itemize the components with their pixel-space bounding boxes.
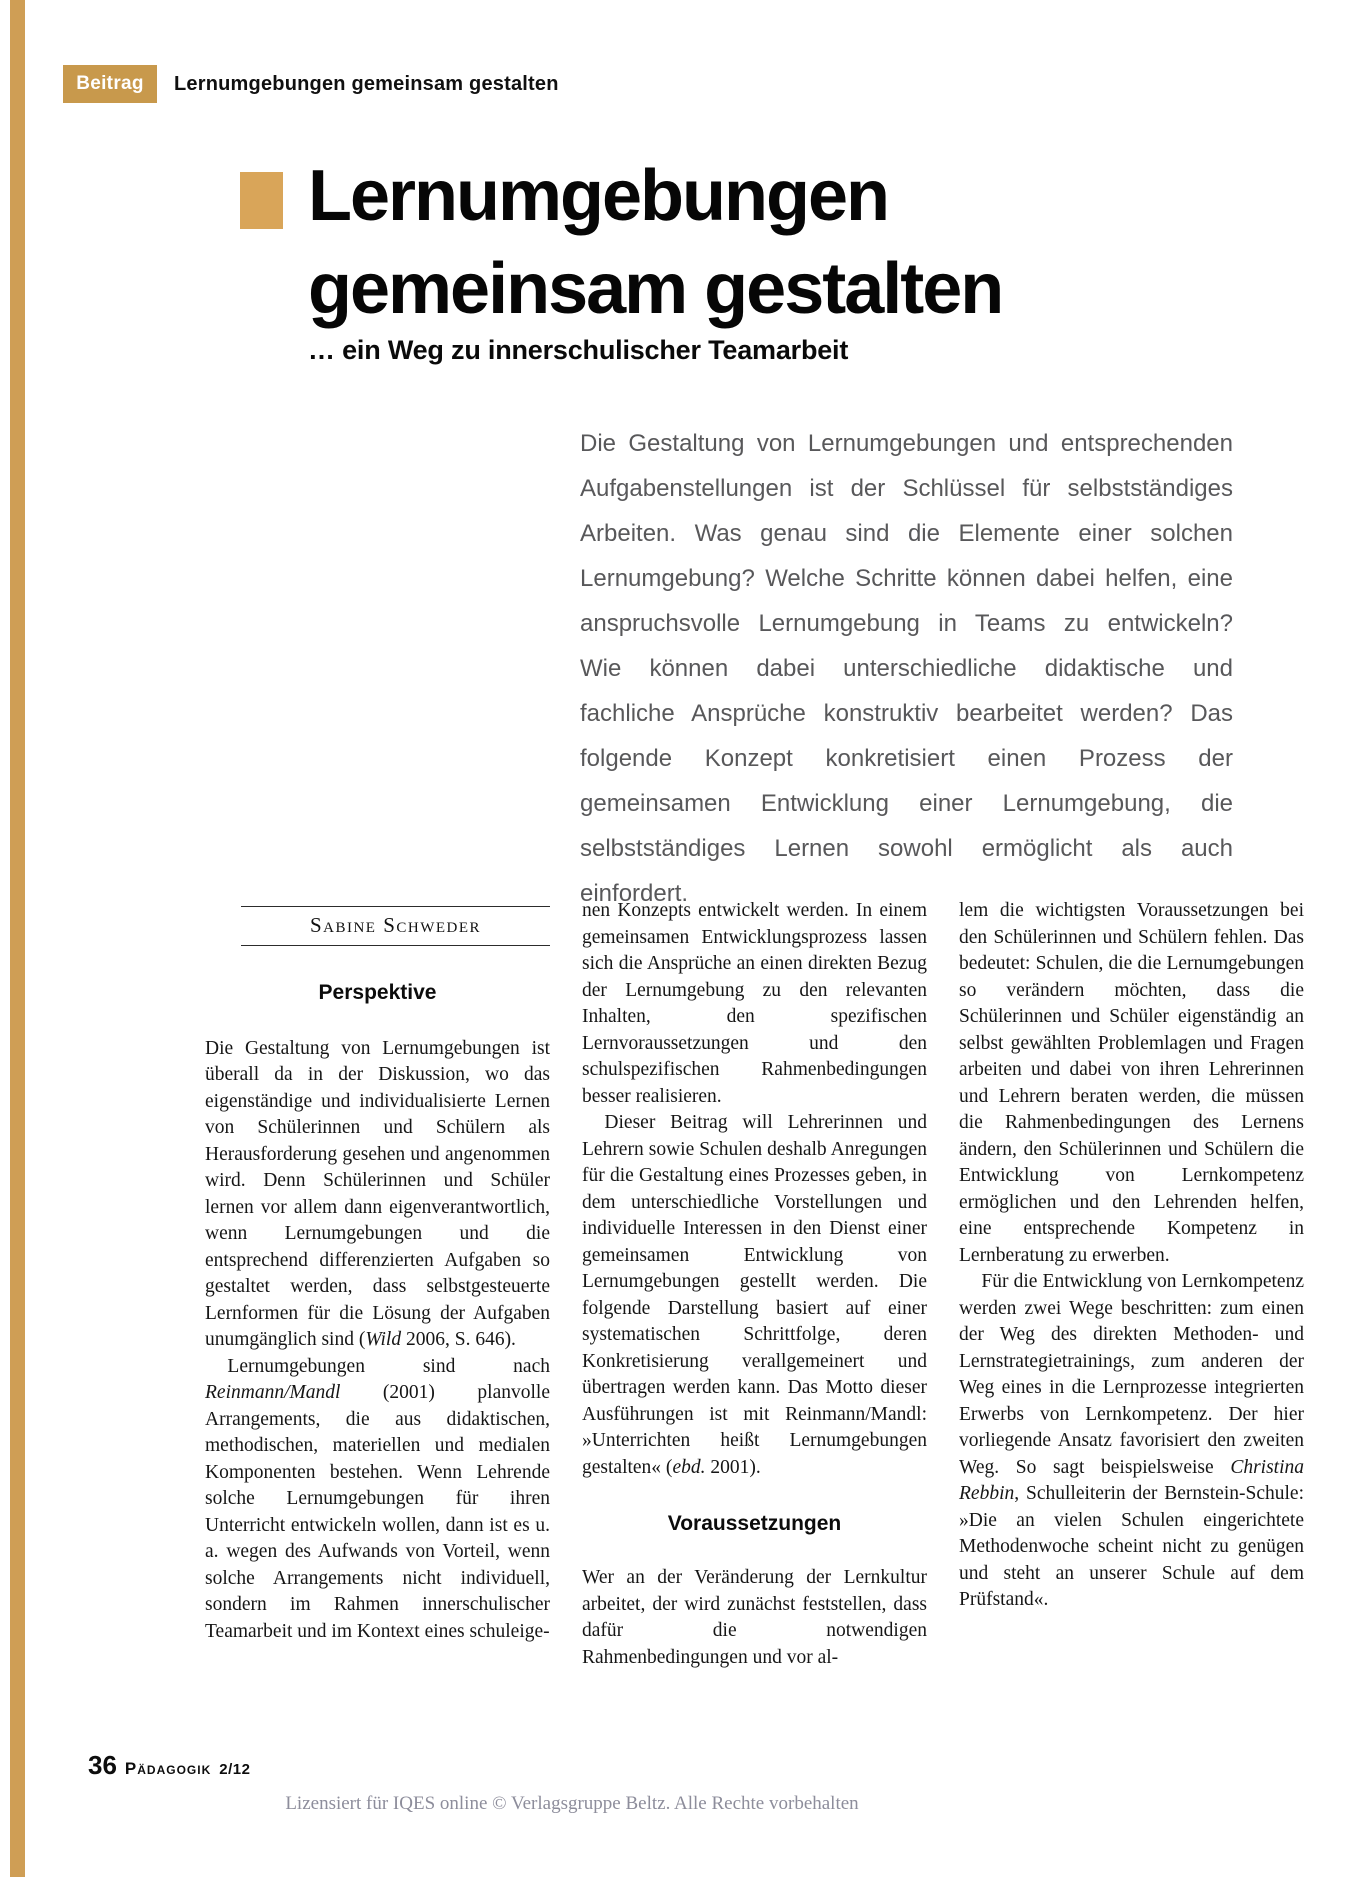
title-line-2: gemeinsam gestalten	[308, 249, 1003, 329]
page-subtitle: … ein Weg zu innerschulischer Teamarbeit	[308, 335, 849, 365]
body-paragraph: Die Gestaltung von Lernumgebungen ist überall da in der Diskussion, wo das eigenständige und individualisierte Lernen von Schülerinnen und Schülern als Herausforderung gesehen und angenommen wird. Denn Schülerinnen und Schüler lernen vor allem dann eigenverantwortlich, wenn Lernumgebungen und die entsprechend differenzierten Aufgaben so gestaltet werden, dass selbstgesteuerte Lernformen für die Lösung der Aufgaben unumgänglich sind (Wild 2006, S. 646).	[205, 1037, 550, 1350]
page-number: 36	[88, 1750, 117, 1780]
body-paragraph: Wer an der Veränderung der Lernkultur arbeitet, der wird zunächst feststellen, dass dafür die notwendigen Rahmenbedingungen und vor al-	[582, 1567, 927, 1668]
title-square-marker-icon	[240, 172, 283, 229]
journal-name: Pädagogik	[124, 1759, 212, 1778]
column-1	[205, 898, 550, 1645]
intro-paragraph: Die Gestaltung von Lernumgebungen und entsprechenden Aufgabenstellungen ist der Schlüssel für selbstständiges Arbeiten. Was genau sind die Elemente einer solchen Lernumgebung? Welche Schritte können dabei helfen, eine anspruchsvolle Lernumgebung in Teams zu entwickeln? Wie können dabei unterschiedliche didaktische und fachliche Ansprüche konstruktiv bearbeitet werden? Das folgende Konzept konkretisiert einen Prozess der gemeinsamen Entwicklung einer Lernumgebung, die selbstständiges Lernen sowohl ermöglicht als auch einfordert.	[580, 430, 1233, 907]
column-3	[959, 898, 1304, 1614]
column-2	[582, 898, 927, 1671]
beitrag-badge: Beitrag	[63, 65, 157, 103]
license-text: Lizensiert für IQES online © Verlagsgruppe Beltz. Alle Rechte vorbehalten	[285, 1793, 859, 1814]
body-paragraph: nen Konzepts entwickelt werden. In einem gemeinsamen Entwicklungsprozess lassen sich die Ansprüche an einen direkten Bezug der Lernumgebung zu den relevanten Inhalten, den spezifischen Lernvoraussetzungen und den schulspezifischen Rahmenbedingungen besser realisieren.	[582, 900, 927, 1107]
section-heading-perspektive: Perspektive	[318, 980, 437, 1004]
issue-number: 2/12	[219, 1761, 251, 1778]
body-paragraph: Lernumgebungen sind nach Reinmann/Mandl (2001) planvolle Arrangements, die aus didaktischen, methodischen, materiellen und medialen Komponenten bestehen. Wenn Lehrende solche Lernumgebungen für ihren Unterricht entwickeln wollen, dann ist es u. a. wegen des Aufwands von Vorteil, wenn solche Arrangements nicht individuell, sondern im Rahmen innerschulischer Teamarbeit und im Kontext eines schuleige-	[205, 1355, 550, 1642]
body-paragraph: lem die wichtigsten Voraussetzungen bei den Schülerinnen und Schülern fehlen. Das bedeutet: Schulen, die die Lernumgebungen so verändern möchten, dass die Schülerinnen und Schüler eigenständig an selbst gewählten Problemlagen und Fragen arbeiten und dabei von ihren Lehrerinnen und Lehrern beraten werden, die müssen die Rahmenbedingungen des Lernens ändern, den Schülerinnen und Schülern die Entwicklung von Lernkompetenz ermöglichen und den Lehrenden helfen, eine entsprechende Kompetenz in Lernberatung zu erwerben.	[959, 900, 1304, 1266]
running-head-title: Lernumgebungen gemeinsam gestalten	[174, 73, 559, 95]
page-title	[308, 150, 1108, 336]
footer-left	[88, 1750, 250, 1781]
author-byline: Sabine Schweder	[241, 906, 550, 946]
section-heading-voraussetzungen: Voraussetzungen	[667, 1512, 842, 1535]
left-accent-bar	[10, 0, 25, 1877]
body-paragraph: Dieser Beitrag will Lehrerinnen und Lehrern sowie Schulen deshalb Anregungen für die Gestaltung eines Prozesses geben, in dem unterschiedliche Vorstellungen und individuelle Interessen in den Dienst einer gemeinsamen Entwicklung von Lernumgebungen gestellt werden. Die folgende Darstellung basiert auf einer systematischen Schrittfolge, deren Konkretisierung verallgemeinert und übertragen werden kann. Das Motto dieser Ausführungen ist mit Reinmann/Mandl: »Unterrichten heißt Lernumgebungen gestalten« (ebd. 2001).	[582, 1112, 927, 1478]
body-paragraph: Für die Entwicklung von Lernkompetenz werden zwei Wege beschritten: zum einen der Weg des direkten Methoden- und Lernstrategietrainings, zum anderen der Weg eines in die Lernprozesse integrierten Erwerbs von Lernkompetenz. Der hier vorliegende Ansatz favorisiert den zweiten Weg. So sagt beispielsweise Christina Rebbin, Schulleiterin der Bernstein-Schule: »Die an vielen Schulen eingerichtete Methodenwoche scheint nicht zu genügen und steht an unserer Schule auf dem Prüfstand«.	[959, 1271, 1304, 1610]
title-line-1: Lernumgebungen	[308, 156, 888, 236]
